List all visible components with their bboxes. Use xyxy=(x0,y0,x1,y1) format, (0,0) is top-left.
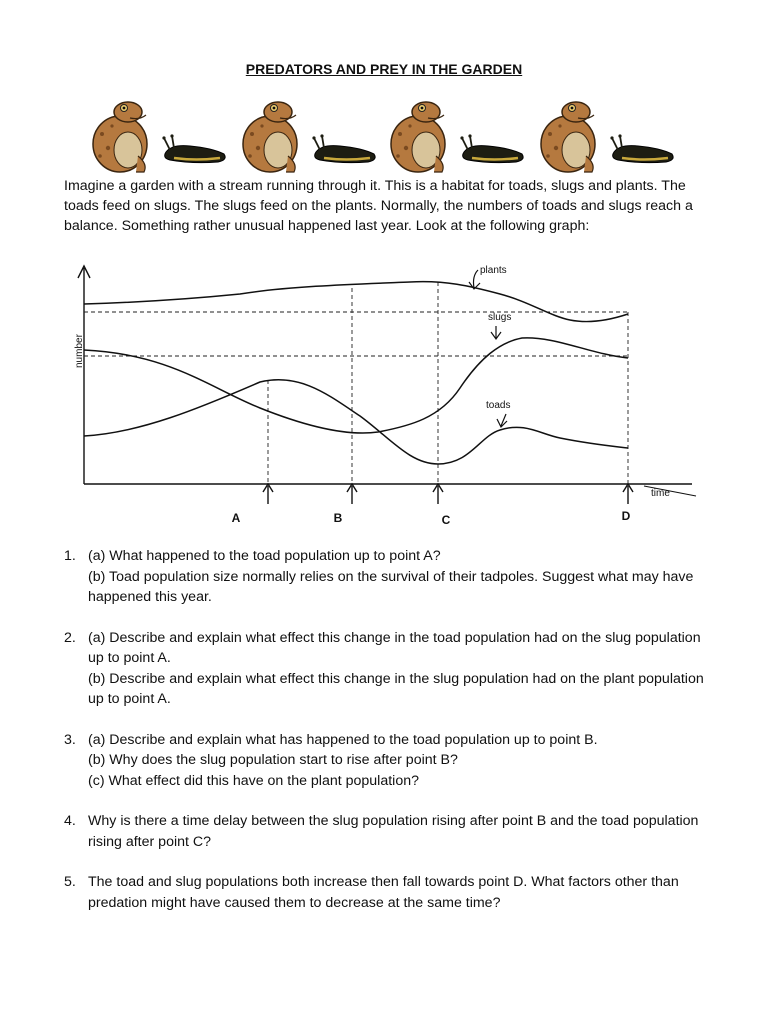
population-graph xyxy=(60,258,710,530)
question-number: 3. xyxy=(64,731,76,748)
y-axis-label: number xyxy=(74,334,85,368)
plants-series-line xyxy=(84,282,628,322)
toads-series-line xyxy=(84,380,628,464)
question-number: 2. xyxy=(64,629,76,646)
toads-annotation-arrow xyxy=(497,414,507,427)
toad-icon xyxy=(243,102,297,172)
slugs-annotation-arrow xyxy=(491,326,501,339)
question-item xyxy=(64,872,714,913)
question-part: (b) Describe and explain what effect this change in the slug population had on the plant population up to point A. xyxy=(88,670,704,707)
question-list xyxy=(64,546,714,933)
question-number: 5. xyxy=(64,874,76,890)
toad-icon xyxy=(541,102,595,172)
slug-icon xyxy=(312,134,375,162)
marker-arrows xyxy=(263,484,633,504)
question-part: The toad and slug populations both increase then fall towards point D. What factors other than predation might have caused them to decrease at the same time? xyxy=(88,874,679,911)
slugs-annotation: slugs xyxy=(488,312,512,323)
x-axis-label: time xyxy=(651,488,670,499)
question-part: (b) Toad population size normally relies on the survival of their tadpoles. Suggest what may have happened this year. xyxy=(88,568,694,605)
slug-icon xyxy=(162,134,225,162)
question-item xyxy=(64,546,714,608)
question-part: Why is there a time delay between the slug population rising after point B and the toad population rising after point C? xyxy=(88,813,699,850)
page-title: PREDATORS AND PREY IN THE GARDEN xyxy=(245,61,523,77)
plants-annotation: plants xyxy=(480,265,507,276)
toad-icon xyxy=(93,102,147,172)
marker-label-b: B xyxy=(333,511,343,525)
question-part: (a) What happened to the toad population up to point A? xyxy=(88,548,441,564)
question-part: (b) Why does the slug population start to rise after point B? xyxy=(88,752,458,768)
marker-label-c: C xyxy=(441,513,451,527)
marker-label-d: D xyxy=(621,509,631,523)
toad-slug-banner xyxy=(88,96,688,174)
slug-icon xyxy=(610,134,673,162)
marker-label-a: A xyxy=(231,511,241,525)
question-item xyxy=(64,730,714,792)
question-part: (a) Describe and explain what has happened to the toad population up to point B. xyxy=(88,731,598,748)
slug-icon xyxy=(460,134,523,162)
question-number: 4. xyxy=(64,813,76,829)
question-part: (a) Describe and explain what effect this change in the toad population had on the slug population up to point A. xyxy=(88,629,701,666)
question-item xyxy=(64,811,714,852)
question-number: 1. xyxy=(64,548,76,564)
question-part: (c) What effect did this have on the plant population? xyxy=(88,772,419,789)
toad-icon xyxy=(391,102,445,172)
toads-annotation: toads xyxy=(486,400,511,411)
question-item xyxy=(64,628,714,710)
intro-paragraph: Imagine a garden with a stream running through it. This is a habitat for toads, slugs and plants. The toads feed on slugs. The slugs feed on the plants. Normally, the numbers of toads and slugs reach a balance. Something rather unusual happened last year. Look at the following graph: xyxy=(64,178,693,234)
